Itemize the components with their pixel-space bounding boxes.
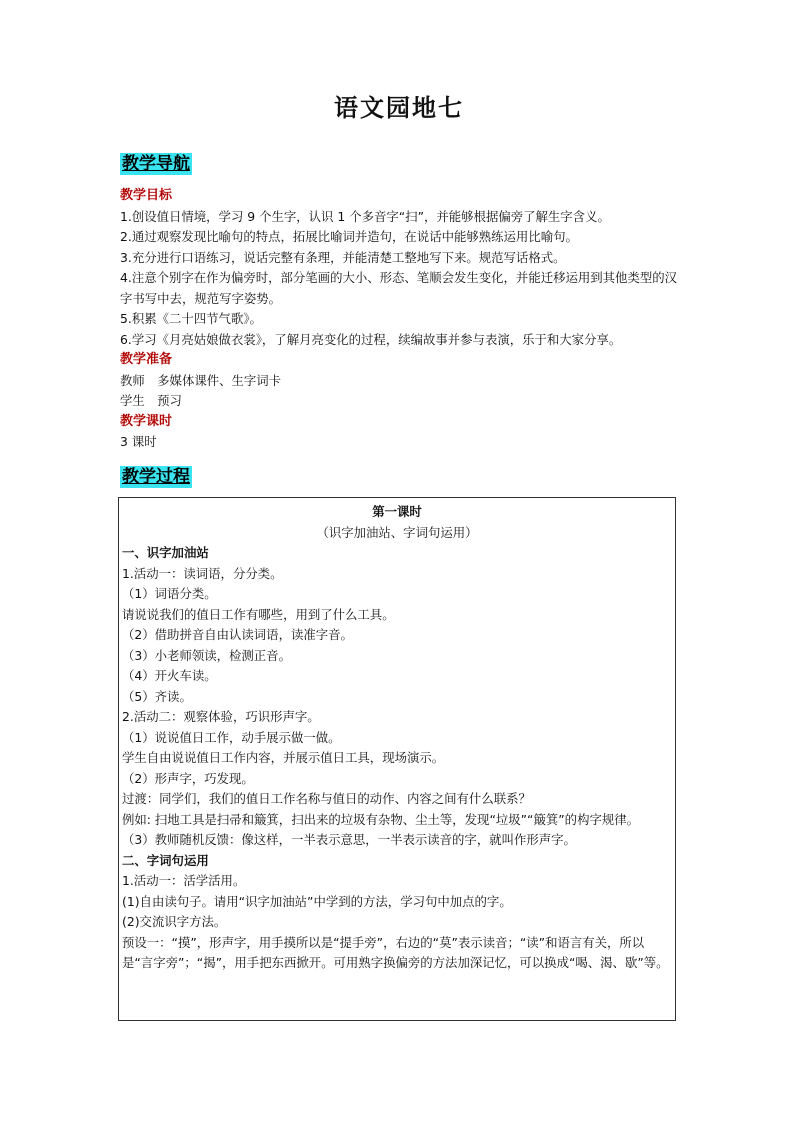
lesson-line: 例如: 扫地工具是扫帚和簸箕，扫出来的垃圾有杂物、尘土等，发现“垃圾”“簸箕”的构字规律。 (122, 811, 640, 827)
goal-item: 5.积累《二十四节气歌》。 (120, 311, 262, 326)
lesson-line: 学生自由说说值日工作内容，并展示值日工具，现场演示。 (122, 750, 445, 765)
lesson-line: 预设一：“摸”，形声字，用手摸所以是“提手旁”，右边的“莫”表示读音；“读”和语言有关，所以是“言字旁”；“揭”，用手把东西掀开。可用熟字换偏旁的方法加深记忆，可以换成“喝、渴、歇”等。 (122, 934, 669, 970)
section-2-heading: 二、字词句运用 (122, 852, 209, 868)
lesson-line: （5）齐读。 (122, 688, 192, 704)
lesson-line: 请说说我们的值日工作有哪些，用到了什么工具。 (122, 606, 395, 622)
lesson-line: （2）形声字，巧发现。 (122, 770, 254, 786)
lesson-line: (1)自由读句子。请用“识字加油站”中学到的方法，学习句中加点的字。 (122, 893, 512, 909)
hours-value: 3 课时 (120, 434, 157, 449)
section-heading-process: 教学过程 (122, 467, 190, 487)
lesson-line: （3）小老师领读，检测正音。 (122, 647, 291, 663)
goals-heading: 教学目标 (120, 188, 173, 203)
goal-item: 3.充分进行口语练习，说话完整有条理，并能清楚工整地写下来。规范写话格式。 (120, 249, 566, 265)
lesson-line: 过渡：同学们，我们的值日工作名称与值日的动作、内容之间有什么联系？ (122, 791, 531, 806)
prep-item: 教师 多媒体课件、生字词卡 (120, 372, 282, 388)
lesson-line: （4）开火车读。 (122, 668, 217, 683)
page-title: 语文园地七 (334, 93, 464, 122)
section-1-heading: 一、识字加油站 (122, 545, 209, 560)
lesson-line: （3）教师随机反馈：像这样，一半表示意思，一半表示读音的字，就叫作形声字。 (122, 832, 576, 847)
lesson-line: （2）借助拼音自由认读词语，读准字音。 (122, 627, 353, 642)
lesson-line: （1）词语分类。 (122, 586, 217, 601)
hours-heading: 教学课时 (120, 413, 173, 429)
nav-content (120, 186, 682, 453)
section-heading-nav: 教学导航 (122, 154, 190, 174)
lesson-line: 2.活动二：观察体验，巧识形声字。 (122, 709, 320, 724)
lesson-line: (2)交流识字方法。 (122, 914, 227, 929)
period-title: 第一课时 (372, 504, 422, 519)
goal-item: 2.通过观察发现比喻句的特点，拓展比喻词并造句，在说话中能够熟练运用比喻句。 (120, 229, 578, 244)
lesson-line: 1.活动一：读词语，分分类。 (122, 565, 283, 581)
lesson-line: （1）说说值日工作，动手展示做一做。 (122, 729, 341, 745)
goal-item: 4.注意个别字在作为偏旁时，部分笔画的大小、形态、笔顺会发生变化，并能迁移运用到其他类型的汉字书写中去，规范写字姿势。 (120, 270, 678, 306)
prep-heading: 教学准备 (120, 352, 173, 367)
goal-item: 6.学习《月亮姑娘做衣裳》，了解月亮变化的过程，续编故事并参与表演，乐于和大家分享。 (120, 331, 622, 347)
lesson-line: 1.活动一：活学活用。 (122, 873, 246, 888)
goal-item: 1.创设值日情境，学习 9 个生字，认识 1 个多音字“扫”，并能够根据偏旁了解生字含义。 (120, 208, 610, 224)
period-subtitle: （识字加油站、字词句运用） (316, 524, 478, 540)
lesson-box (118, 497, 676, 1021)
prep-item: 学生 预习 (120, 393, 182, 408)
